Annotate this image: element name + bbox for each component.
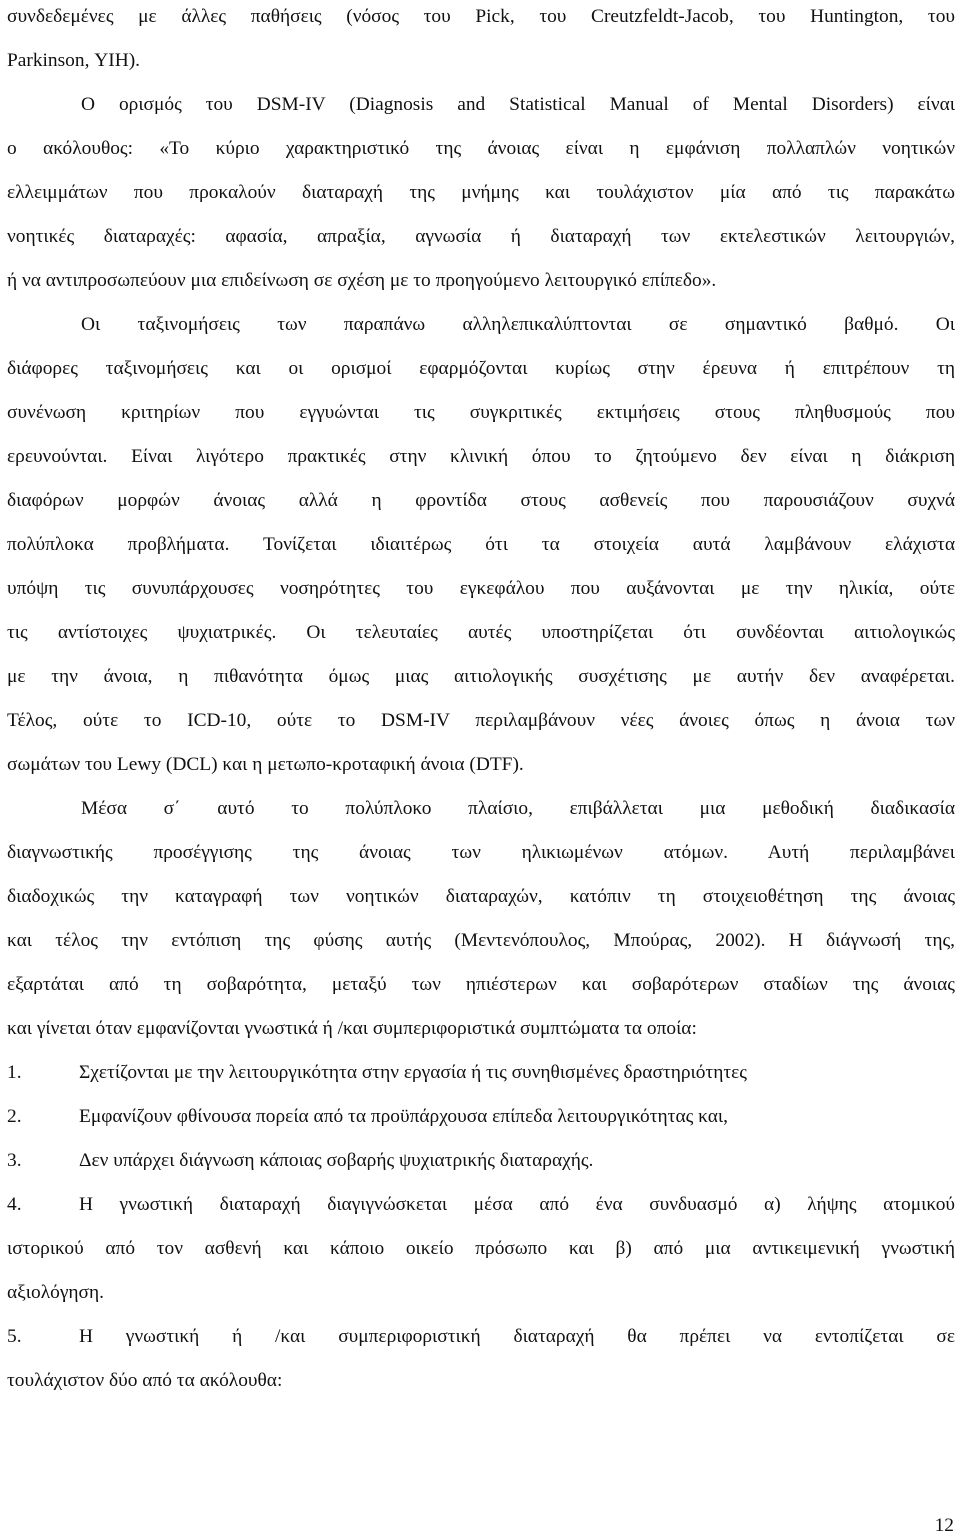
list-item-continuation: αξιολόγηση. (7, 1282, 104, 1303)
text-line: πολύπλοκα προβλήματα. Τονίζεται ιδιαιτέρως ότι τα στοιχεία αυτά λαμβάνουν ελάχιστα (7, 534, 955, 555)
list-item (7, 1061, 955, 1085)
text-line: διαδοχικώς την καταγραφή των νοητικών διαταραχών, κατόπιν τη στοιχειοθέτηση της άνοιας (7, 886, 955, 907)
text-line: ελλειμμάτων που προκαλούν διαταραχή της μνήμης και τουλάχιστον μία από τις παρακάτω (7, 182, 955, 203)
list-number: 3. (7, 1150, 22, 1171)
list-item-text: Σχετίζονται με την λειτουργικότητα στην εργασία ή τις συνηθισμένες δραστηριότητες (79, 1062, 747, 1083)
text-line: ή να αντιπροσωπεύουν μια επιδείνωση σε σχέση με το προηγούμενο λειτουργικό επίπεδο». (7, 270, 717, 291)
list-item (7, 1149, 955, 1173)
list-item-text: Εμφανίζουν φθίνουσα πορεία από τα προϋπάρχουσα επίπεδα λειτουργικότητας και, (79, 1106, 728, 1127)
list-number: 4. (7, 1194, 22, 1215)
text-line: και γίνεται όταν εμφανίζονται γνωστικά ή /και συμπεριφοριστικά συμπτώματα τα οποία: (7, 1018, 697, 1039)
text-line: ο ακόλουθος: «Το κύριο χαρακτηριστικό της άνοιας είναι η εμφάνιση πολλαπλών νοητικών (7, 138, 955, 159)
text-line: ερευνούνται. Είναι λιγότερο πρακτικές στην κλινική όπου το ζητούμενο δεν είναι η διάκριση (7, 446, 955, 467)
text-line: Τέλος, ούτε το ICD-10, ούτε το DSM-IV περιλαμβάνουν νέες άνοιες όπως η άνοια των (7, 710, 955, 731)
text-line: διαγνωστικής προσέγγισης της άνοιας των ηλικιωμένων ατόμων. Αυτή περιλαμβάνει (7, 842, 955, 863)
list-item (7, 1105, 955, 1129)
text-line: τις αντίστοιχες ψυχιατρικές. Οι τελευταίες αυτές υποστηρίζεται ότι συνδέονται αιτιολογικώς (7, 622, 955, 643)
text-line: με την άνοια, η πιθανότητα όμως μιας αιτιολογικής συσχέτισης με αυτήν δεν αναφέρεται. (7, 666, 955, 687)
text-line: συνδεδεμένες με άλλες παθήσεις (νόσος του Pick, του Creutzfeldt-Jacob, του Huntington, του (7, 6, 955, 27)
text-line: συνένωση κριτηρίων που εγγυώνται τις συγκριτικές εκτιμήσεις στους πληθυσμούς που (7, 402, 955, 423)
text-line: Μέσα σ΄ αυτό το πολύπλοκο πλαίσιο, επιβάλλεται μια μεθοδική διαδικασία (81, 798, 955, 819)
text-line: υπόψη τις συνυπάρχουσες νοσηρότητες του εγκεφάλου που αυξάνονται με την ηλικία, ούτε (7, 578, 955, 599)
text-line: σωμάτων του Lewy (DCL) και η μετωπο-κροταφική άνοια (DTF). (7, 754, 524, 775)
list-item-continuation: τουλάχιστον δύο από τα ακόλουθα: (7, 1370, 283, 1391)
list-number: 2. (7, 1106, 22, 1127)
list-item-text: Δεν υπάρχει διάγνωση κάποιας σοβαρής ψυχιατρικής διαταραχής. (79, 1150, 594, 1171)
page-number: 12 (934, 1515, 954, 1536)
text-line: εξαρτάται από τη σοβαρότητα, μεταξύ των ηπιέστερων και σοβαρότερων σταδίων της άνοιας (7, 974, 955, 995)
text-line: Οι ταξινομήσεις των παραπάνω αλληλεπικαλύπτονται σε σημαντικό βαθμό. Οι (81, 314, 955, 335)
list-item-text: Η γνωστική ή /και συμπεριφοριστική διαταραχή θα πρέπει να εντοπίζεται σε (79, 1326, 955, 1347)
text-line: Ο ορισμός του DSM-IV (Diagnosis and Statistical Manual of Mental Disorders) είναι (81, 94, 955, 115)
list-number: 1. (7, 1062, 22, 1083)
text-line: νοητικές διαταραχές: αφασία, απραξία, αγνωσία ή διαταραχή των εκτελεστικών λειτουργιών, (7, 226, 955, 247)
text-line: διάφορες ταξινομήσεις και οι ορισμοί εφαρμόζονται κυρίως στην έρευνα ή επιτρέπουν τη (7, 358, 955, 379)
text-line: Parkinson, ΥΙΗ). (7, 50, 141, 71)
text-line: διαφόρων μορφών άνοιας αλλά η φροντίδα στους ασθενείς που παρουσιάζουν συχνά (7, 490, 955, 511)
list-item (7, 1325, 955, 1349)
list-item-text: Η γνωστική διαταραχή διαγιγνώσκεται μέσα από ένα συνδυασμό α) λήψης ατομικού (79, 1194, 955, 1215)
list-number: 5. (7, 1326, 22, 1347)
list-item-continuation: ιστορικού από τον ασθενή και κάποιο οικείο πρόσωπο και β) από μια αντικειμενική γνωστική (7, 1238, 955, 1259)
list-item (7, 1193, 955, 1217)
text-line: και τέλος την εντόπιση της φύσης αυτής (Μεντενόπουλος, Μπούρας, 2002). Η διάγνωσή της, (7, 930, 955, 951)
